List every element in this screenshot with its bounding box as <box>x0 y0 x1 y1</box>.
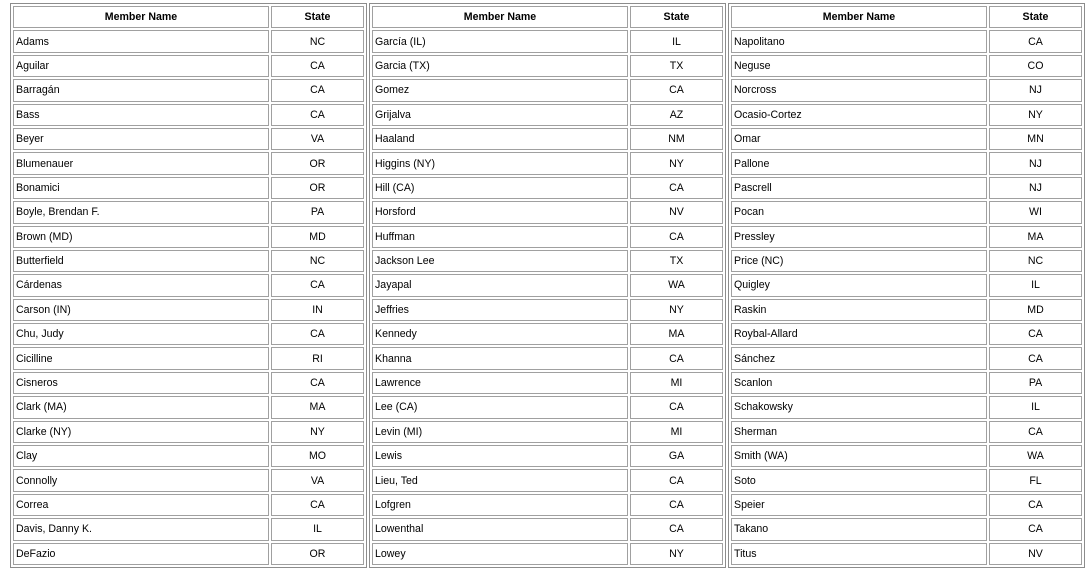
table-row <box>731 128 1082 150</box>
member-name-cell: Schakowsky <box>731 396 987 418</box>
member-name-cell: Levin (MI) <box>372 421 628 443</box>
state-cell: CA <box>271 104 364 126</box>
table-row <box>731 274 1082 296</box>
state-cell: OR <box>271 177 364 199</box>
state-cell: TX <box>630 55 723 77</box>
member-name-cell: Davis, Danny K. <box>13 518 269 540</box>
state-header: State <box>630 6 723 28</box>
member-name-cell: Barragán <box>13 79 269 101</box>
member-name-cell: Omar <box>731 128 987 150</box>
table-row <box>13 226 364 248</box>
member-name-cell: Clark (MA) <box>13 396 269 418</box>
state-cell: NY <box>271 421 364 443</box>
member-name-cell: Lieu, Ted <box>372 469 628 491</box>
state-cell: MD <box>989 299 1082 321</box>
member-name-cell: Clay <box>13 445 269 467</box>
table-row <box>13 347 364 369</box>
table-row <box>13 518 364 540</box>
member-name-cell: Pocan <box>731 201 987 223</box>
state-cell: IL <box>989 396 1082 418</box>
state-cell: VA <box>271 128 364 150</box>
member-name-cell: Quigley <box>731 274 987 296</box>
member-name-header: Member Name <box>372 6 628 28</box>
table-row <box>372 226 723 248</box>
state-cell: CA <box>630 347 723 369</box>
member-name-cell: Khanna <box>372 347 628 369</box>
table-row <box>372 128 723 150</box>
state-cell: CA <box>630 177 723 199</box>
table-row <box>731 226 1082 248</box>
member-name-cell: Lowey <box>372 543 628 565</box>
member-name-cell: Lowenthal <box>372 518 628 540</box>
table-row <box>372 201 723 223</box>
member-name-cell: Roybal-Allard <box>731 323 987 345</box>
table-row <box>13 274 364 296</box>
state-cell: MI <box>630 421 723 443</box>
member-name-header: Member Name <box>13 6 269 28</box>
state-cell: NC <box>271 250 364 272</box>
state-cell: CA <box>271 55 364 77</box>
table-row <box>731 104 1082 126</box>
state-cell: MN <box>989 128 1082 150</box>
table-row <box>372 55 723 77</box>
table-row <box>372 30 723 52</box>
state-cell: NY <box>630 152 723 174</box>
table-row <box>13 30 364 52</box>
state-cell: AZ <box>630 104 723 126</box>
member-name-cell: Clarke (NY) <box>13 421 269 443</box>
state-cell: PA <box>271 201 364 223</box>
member-name-cell: Correa <box>13 494 269 516</box>
member-name-cell: Bass <box>13 104 269 126</box>
member-name-header: Member Name <box>731 6 987 28</box>
state-cell: MA <box>630 323 723 345</box>
member-name-cell: Scanlon <box>731 372 987 394</box>
state-cell: VA <box>271 469 364 491</box>
state-cell: NJ <box>989 79 1082 101</box>
state-cell: NY <box>630 299 723 321</box>
table-row <box>13 128 364 150</box>
member-name-cell: Pallone <box>731 152 987 174</box>
table-row <box>372 104 723 126</box>
table-row <box>731 396 1082 418</box>
member-name-cell: Brown (MD) <box>13 226 269 248</box>
table-row <box>13 494 364 516</box>
state-cell: WA <box>630 274 723 296</box>
table-row <box>731 347 1082 369</box>
state-cell: MD <box>271 226 364 248</box>
table-row <box>372 494 723 516</box>
state-cell: WI <box>989 201 1082 223</box>
member-name-cell: Grijalva <box>372 104 628 126</box>
member-name-cell: Kennedy <box>372 323 628 345</box>
member-name-cell: Napolitano <box>731 30 987 52</box>
table-row <box>731 201 1082 223</box>
member-name-cell: Jackson Lee <box>372 250 628 272</box>
table-row <box>13 55 364 77</box>
member-name-cell: Pressley <box>731 226 987 248</box>
state-cell: NM <box>630 128 723 150</box>
state-cell: IL <box>989 274 1082 296</box>
table-row <box>731 152 1082 174</box>
member-table-column-3 <box>728 3 1085 568</box>
state-cell: CA <box>271 79 364 101</box>
state-cell: NJ <box>989 152 1082 174</box>
member-name-cell: Norcross <box>731 79 987 101</box>
state-cell: CA <box>630 396 723 418</box>
state-cell: NC <box>271 30 364 52</box>
state-cell: CA <box>989 347 1082 369</box>
state-cell: CA <box>630 518 723 540</box>
state-cell: CA <box>630 226 723 248</box>
member-name-cell: Lee (CA) <box>372 396 628 418</box>
member-name-cell: Lawrence <box>372 372 628 394</box>
table-row <box>13 152 364 174</box>
state-cell: CA <box>271 494 364 516</box>
state-cell: CA <box>630 494 723 516</box>
state-cell: MA <box>271 396 364 418</box>
state-cell: CA <box>630 79 723 101</box>
member-name-cell: Neguse <box>731 55 987 77</box>
state-header: State <box>271 6 364 28</box>
member-name-cell: DeFazio <box>13 543 269 565</box>
state-cell: OR <box>271 152 364 174</box>
table-row <box>13 177 364 199</box>
table-header-row <box>731 6 1082 28</box>
member-name-cell: Hill (CA) <box>372 177 628 199</box>
member-name-cell: Smith (WA) <box>731 445 987 467</box>
state-cell: IL <box>630 30 723 52</box>
table-row <box>731 177 1082 199</box>
member-name-cell: Ocasio-Cortez <box>731 104 987 126</box>
state-cell: CA <box>271 372 364 394</box>
table-row <box>731 250 1082 272</box>
table-row <box>13 299 364 321</box>
table-row <box>13 396 364 418</box>
member-name-cell: Butterfield <box>13 250 269 272</box>
table-row <box>372 518 723 540</box>
member-name-cell: Lewis <box>372 445 628 467</box>
table-row <box>731 372 1082 394</box>
table-row <box>731 469 1082 491</box>
member-name-cell: Aguilar <box>13 55 269 77</box>
table-row <box>13 250 364 272</box>
table-row <box>372 177 723 199</box>
state-cell: NY <box>989 104 1082 126</box>
member-table-column-1 <box>10 3 367 568</box>
table-row <box>372 347 723 369</box>
member-name-cell: Cárdenas <box>13 274 269 296</box>
table-row <box>372 152 723 174</box>
table-row <box>372 323 723 345</box>
member-name-cell: Higgins (NY) <box>372 152 628 174</box>
state-header: State <box>989 6 1082 28</box>
table-row <box>372 421 723 443</box>
table-row <box>731 30 1082 52</box>
member-name-cell: Cisneros <box>13 372 269 394</box>
state-cell: RI <box>271 347 364 369</box>
member-table <box>11 4 366 567</box>
member-table <box>370 4 725 567</box>
table-row <box>731 445 1082 467</box>
table-header-row <box>372 6 723 28</box>
state-cell: PA <box>989 372 1082 394</box>
member-name-cell: Cicilline <box>13 347 269 369</box>
table-row <box>13 421 364 443</box>
table-row <box>13 469 364 491</box>
member-table <box>729 4 1084 567</box>
table-row <box>372 79 723 101</box>
state-cell: WA <box>989 445 1082 467</box>
state-cell: CA <box>989 518 1082 540</box>
table-row <box>372 543 723 565</box>
member-table-column-2 <box>369 3 726 568</box>
member-name-cell: Connolly <box>13 469 269 491</box>
state-cell: TX <box>630 250 723 272</box>
state-cell: NV <box>989 543 1082 565</box>
member-name-cell: Jeffries <box>372 299 628 321</box>
state-cell: GA <box>630 445 723 467</box>
table-row <box>372 396 723 418</box>
table-row <box>372 372 723 394</box>
table-row <box>731 494 1082 516</box>
member-name-cell: Huffman <box>372 226 628 248</box>
table-row <box>372 274 723 296</box>
member-name-cell: García (IL) <box>372 30 628 52</box>
member-name-cell: Titus <box>731 543 987 565</box>
table-row <box>13 104 364 126</box>
member-name-cell: Garcia (TX) <box>372 55 628 77</box>
table-row <box>372 469 723 491</box>
state-cell: CA <box>989 323 1082 345</box>
table-row <box>13 79 364 101</box>
table-row <box>13 543 364 565</box>
member-name-cell: Sherman <box>731 421 987 443</box>
member-name-cell: Adams <box>13 30 269 52</box>
member-name-cell: Haaland <box>372 128 628 150</box>
table-header-row <box>13 6 364 28</box>
state-cell: CA <box>989 30 1082 52</box>
member-name-cell: Chu, Judy <box>13 323 269 345</box>
member-name-cell: Pascrell <box>731 177 987 199</box>
state-cell: MO <box>271 445 364 467</box>
state-cell: MA <box>989 226 1082 248</box>
state-cell: IN <box>271 299 364 321</box>
member-name-cell: Raskin <box>731 299 987 321</box>
member-name-cell: Sánchez <box>731 347 987 369</box>
table-row <box>13 201 364 223</box>
table-row <box>13 323 364 345</box>
member-name-cell: Boyle, Brendan F. <box>13 201 269 223</box>
table-row <box>731 299 1082 321</box>
table-row <box>372 299 723 321</box>
state-cell: CA <box>271 274 364 296</box>
table-row <box>731 543 1082 565</box>
table-row <box>13 372 364 394</box>
state-cell: CA <box>989 421 1082 443</box>
table-row <box>731 518 1082 540</box>
state-cell: IL <box>271 518 364 540</box>
table-row <box>372 445 723 467</box>
state-cell: CA <box>989 494 1082 516</box>
member-name-cell: Carson (IN) <box>13 299 269 321</box>
state-cell: NY <box>630 543 723 565</box>
member-name-cell: Soto <box>731 469 987 491</box>
table-row <box>731 421 1082 443</box>
state-cell: NV <box>630 201 723 223</box>
table-row <box>372 250 723 272</box>
member-name-cell: Price (NC) <box>731 250 987 272</box>
state-cell: CA <box>630 469 723 491</box>
state-cell: FL <box>989 469 1082 491</box>
state-cell: NC <box>989 250 1082 272</box>
member-name-cell: Takano <box>731 518 987 540</box>
state-cell: NJ <box>989 177 1082 199</box>
table-row <box>731 323 1082 345</box>
state-cell: CO <box>989 55 1082 77</box>
member-name-cell: Lofgren <box>372 494 628 516</box>
table-row <box>731 79 1082 101</box>
member-name-cell: Beyer <box>13 128 269 150</box>
state-cell: OR <box>271 543 364 565</box>
table-row <box>731 55 1082 77</box>
state-cell: CA <box>271 323 364 345</box>
table-row <box>13 445 364 467</box>
member-name-cell: Speier <box>731 494 987 516</box>
member-name-cell: Jayapal <box>372 274 628 296</box>
member-name-cell: Blumenauer <box>13 152 269 174</box>
member-name-cell: Bonamici <box>13 177 269 199</box>
state-cell: MI <box>630 372 723 394</box>
member-name-cell: Gomez <box>372 79 628 101</box>
member-name-cell: Horsford <box>372 201 628 223</box>
